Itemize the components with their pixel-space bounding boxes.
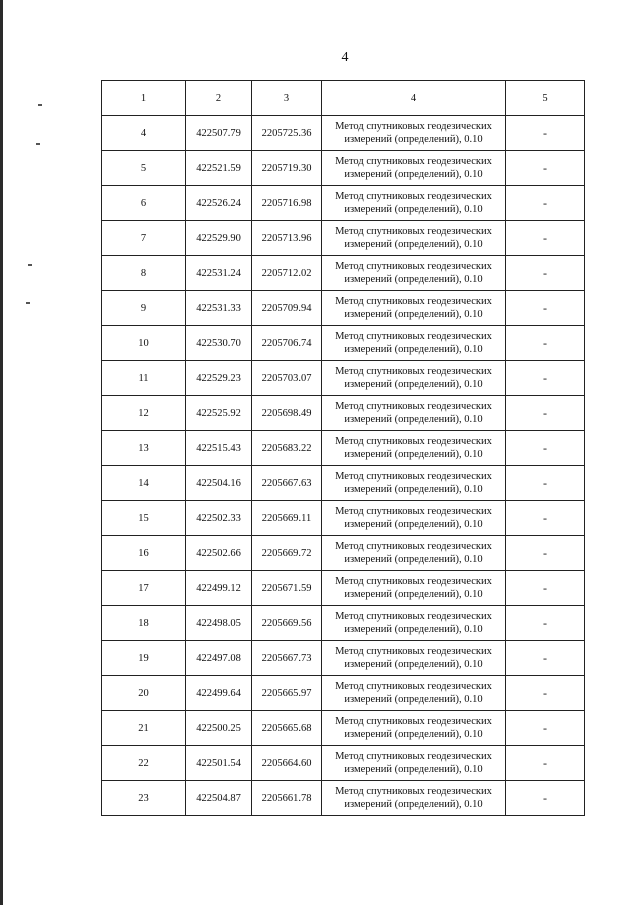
- method-line-1: Метод спутниковых геодезических: [335, 436, 492, 447]
- method-line-2: измерений (определений), 0.10: [344, 169, 483, 180]
- table-row: [102, 711, 585, 746]
- point-number-cell: 19: [102, 641, 186, 676]
- method-line-1: Метод спутниковых геодезических: [335, 121, 492, 132]
- point-number-cell: 9: [102, 291, 186, 326]
- method-line-2: измерений (определений), 0.10: [344, 379, 483, 390]
- method-cell: [322, 186, 506, 221]
- page-number: 4: [341, 50, 349, 65]
- x-coordinate-cell: 422507.79: [186, 116, 252, 151]
- column-5-cell: -: [506, 151, 585, 186]
- method-line-1: Метод спутниковых геодезических: [335, 191, 492, 202]
- header-cell: 3: [252, 81, 322, 116]
- scan-mark: [36, 143, 40, 145]
- y-coordinate-cell: 2205669.56: [252, 606, 322, 641]
- scan-edge: [0, 0, 3, 905]
- table-row: [102, 571, 585, 606]
- point-number-cell: 12: [102, 396, 186, 431]
- x-coordinate-cell: 422499.64: [186, 676, 252, 711]
- method-line-1: Метод спутниковых геодезических: [335, 541, 492, 552]
- method-cell: [322, 256, 506, 291]
- y-coordinate-cell: 2205713.96: [252, 221, 322, 256]
- method-line-2: измерений (определений), 0.10: [344, 414, 483, 425]
- column-5-cell: -: [506, 606, 585, 641]
- point-number-cell: 7: [102, 221, 186, 256]
- column-5-cell: -: [506, 466, 585, 501]
- point-number-cell: 22: [102, 746, 186, 781]
- method-cell: [322, 326, 506, 361]
- table-row: [102, 536, 585, 571]
- point-number-cell: 4: [102, 116, 186, 151]
- method-cell: [322, 606, 506, 641]
- table-row: [102, 466, 585, 501]
- x-coordinate-cell: 422531.33: [186, 291, 252, 326]
- point-number-cell: 21: [102, 711, 186, 746]
- table-row: [102, 256, 585, 291]
- point-number-cell: 13: [102, 431, 186, 466]
- method-line-1: Метод спутниковых геодезических: [335, 716, 492, 727]
- method-cell: [322, 466, 506, 501]
- x-coordinate-cell: 422515.43: [186, 431, 252, 466]
- column-5-cell: -: [506, 501, 585, 536]
- y-coordinate-cell: 2205703.07: [252, 361, 322, 396]
- table-row: [102, 186, 585, 221]
- method-line-2: измерений (определений), 0.10: [344, 764, 483, 775]
- column-5-cell: -: [506, 781, 585, 816]
- method-cell: [322, 501, 506, 536]
- method-line-2: измерений (определений), 0.10: [344, 344, 483, 355]
- y-coordinate-cell: 2205716.98: [252, 186, 322, 221]
- method-line-1: Метод спутниковых геодезических: [335, 226, 492, 237]
- point-number-cell: 16: [102, 536, 186, 571]
- table-row: [102, 361, 585, 396]
- method-cell: [322, 536, 506, 571]
- x-coordinate-cell: 422531.24: [186, 256, 252, 291]
- table-row: [102, 431, 585, 466]
- method-line-2: измерений (определений), 0.10: [344, 589, 483, 600]
- method-line-1: Метод спутниковых геодезических: [335, 156, 492, 167]
- method-cell: [322, 746, 506, 781]
- table-row: [102, 641, 585, 676]
- x-coordinate-cell: 422529.90: [186, 221, 252, 256]
- y-coordinate-cell: 2205706.74: [252, 326, 322, 361]
- method-line-1: Метод спутниковых геодезических: [335, 471, 492, 482]
- column-5-cell: -: [506, 746, 585, 781]
- point-number-cell: 14: [102, 466, 186, 501]
- table-row: [102, 116, 585, 151]
- y-coordinate-cell: 2205698.49: [252, 396, 322, 431]
- y-coordinate-cell: 2205719.30: [252, 151, 322, 186]
- y-coordinate-cell: 2205709.94: [252, 291, 322, 326]
- method-cell: [322, 571, 506, 606]
- x-coordinate-cell: 422504.87: [186, 781, 252, 816]
- method-line-2: измерений (определений), 0.10: [344, 449, 483, 460]
- point-number-cell: 18: [102, 606, 186, 641]
- y-coordinate-cell: 2205669.72: [252, 536, 322, 571]
- method-line-2: измерений (определений), 0.10: [344, 659, 483, 670]
- column-5-cell: -: [506, 361, 585, 396]
- y-coordinate-cell: 2205661.78: [252, 781, 322, 816]
- point-number-cell: 23: [102, 781, 186, 816]
- x-coordinate-cell: 422529.23: [186, 361, 252, 396]
- x-coordinate-cell: 422502.33: [186, 501, 252, 536]
- x-coordinate-cell: 422504.16: [186, 466, 252, 501]
- table-row: [102, 151, 585, 186]
- column-5-cell: -: [506, 291, 585, 326]
- coordinates-table: [101, 80, 585, 816]
- method-line-1: Метод спутниковых геодезических: [335, 786, 492, 797]
- method-line-1: Метод спутниковых геодезических: [335, 576, 492, 587]
- header-cell: 4: [322, 81, 506, 116]
- method-line-2: измерений (определений), 0.10: [344, 554, 483, 565]
- point-number-cell: 5: [102, 151, 186, 186]
- method-line-1: Метод спутниковых геодезических: [335, 331, 492, 342]
- method-cell: [322, 676, 506, 711]
- x-coordinate-cell: 422498.05: [186, 606, 252, 641]
- method-cell: [322, 431, 506, 466]
- point-number-cell: 8: [102, 256, 186, 291]
- header-cell: 1: [102, 81, 186, 116]
- table-row: [102, 396, 585, 431]
- table-row: [102, 291, 585, 326]
- method-line-1: Метод спутниковых геодезических: [335, 506, 492, 517]
- point-number-cell: 17: [102, 571, 186, 606]
- y-coordinate-cell: 2205665.68: [252, 711, 322, 746]
- method-line-2: измерений (определений), 0.10: [344, 729, 483, 740]
- method-cell: [322, 641, 506, 676]
- x-coordinate-cell: 422530.70: [186, 326, 252, 361]
- method-line-1: Метод спутниковых геодезических: [335, 401, 492, 412]
- table-row: [102, 326, 585, 361]
- method-line-2: измерений (определений), 0.10: [344, 694, 483, 705]
- column-5-cell: -: [506, 571, 585, 606]
- scan-mark: [38, 104, 42, 106]
- x-coordinate-cell: 422501.54: [186, 746, 252, 781]
- x-coordinate-cell: 422525.92: [186, 396, 252, 431]
- point-number-cell: 6: [102, 186, 186, 221]
- method-line-2: измерений (определений), 0.10: [344, 274, 483, 285]
- method-cell: [322, 151, 506, 186]
- point-number-cell: 15: [102, 501, 186, 536]
- method-line-2: измерений (определений), 0.10: [344, 134, 483, 145]
- column-5-cell: -: [506, 116, 585, 151]
- method-line-1: Метод спутниковых геодезических: [335, 611, 492, 622]
- method-line-1: Метод спутниковых геодезических: [335, 261, 492, 272]
- point-number-cell: 20: [102, 676, 186, 711]
- method-line-1: Метод спутниковых геодезических: [335, 646, 492, 657]
- y-coordinate-cell: 2205671.59: [252, 571, 322, 606]
- x-coordinate-cell: 422526.24: [186, 186, 252, 221]
- method-cell: [322, 396, 506, 431]
- method-line-2: измерений (определений), 0.10: [344, 799, 483, 810]
- y-coordinate-cell: 2205664.60: [252, 746, 322, 781]
- column-5-cell: -: [506, 431, 585, 466]
- x-coordinate-cell: 422502.66: [186, 536, 252, 571]
- y-coordinate-cell: 2205725.36: [252, 116, 322, 151]
- method-line-1: Метод спутниковых геодезических: [335, 366, 492, 377]
- y-coordinate-cell: 2205667.63: [252, 466, 322, 501]
- header-cell: 5: [506, 81, 585, 116]
- column-5-cell: -: [506, 256, 585, 291]
- scan-mark: [26, 302, 30, 304]
- method-line-2: измерений (определений), 0.10: [344, 239, 483, 250]
- y-coordinate-cell: 2205683.22: [252, 431, 322, 466]
- table-row: [102, 221, 585, 256]
- column-5-cell: -: [506, 641, 585, 676]
- method-cell: [322, 711, 506, 746]
- column-5-cell: -: [506, 536, 585, 571]
- column-5-cell: -: [506, 221, 585, 256]
- y-coordinate-cell: 2205665.97: [252, 676, 322, 711]
- x-coordinate-cell: 422497.08: [186, 641, 252, 676]
- header-cell: 2: [186, 81, 252, 116]
- x-coordinate-cell: 422500.25: [186, 711, 252, 746]
- column-5-cell: -: [506, 326, 585, 361]
- method-line-1: Метод спутниковых геодезических: [335, 296, 492, 307]
- table-row: [102, 501, 585, 536]
- column-5-cell: -: [506, 676, 585, 711]
- method-cell: [322, 116, 506, 151]
- column-5-cell: -: [506, 186, 585, 221]
- method-cell: [322, 291, 506, 326]
- point-number-cell: 10: [102, 326, 186, 361]
- column-5-cell: -: [506, 711, 585, 746]
- y-coordinate-cell: 2205712.02: [252, 256, 322, 291]
- x-coordinate-cell: 422499.12: [186, 571, 252, 606]
- table-row: [102, 746, 585, 781]
- x-coordinate-cell: 422521.59: [186, 151, 252, 186]
- method-cell: [322, 221, 506, 256]
- method-line-2: измерений (определений), 0.10: [344, 204, 483, 215]
- method-line-2: измерений (определений), 0.10: [344, 624, 483, 635]
- column-5-cell: -: [506, 396, 585, 431]
- method-cell: [322, 361, 506, 396]
- method-cell: [322, 781, 506, 816]
- table-header-row: [102, 81, 585, 116]
- y-coordinate-cell: 2205669.11: [252, 501, 322, 536]
- point-number-cell: 11: [102, 361, 186, 396]
- method-line-2: измерений (определений), 0.10: [344, 484, 483, 495]
- method-line-1: Метод спутниковых геодезических: [335, 681, 492, 692]
- table-row: [102, 676, 585, 711]
- method-line-1: Метод спутниковых геодезических: [335, 751, 492, 762]
- scan-mark: [28, 264, 32, 266]
- method-line-2: измерений (определений), 0.10: [344, 519, 483, 530]
- table-row: [102, 606, 585, 641]
- table-row: [102, 781, 585, 816]
- method-line-2: измерений (определений), 0.10: [344, 309, 483, 320]
- y-coordinate-cell: 2205667.73: [252, 641, 322, 676]
